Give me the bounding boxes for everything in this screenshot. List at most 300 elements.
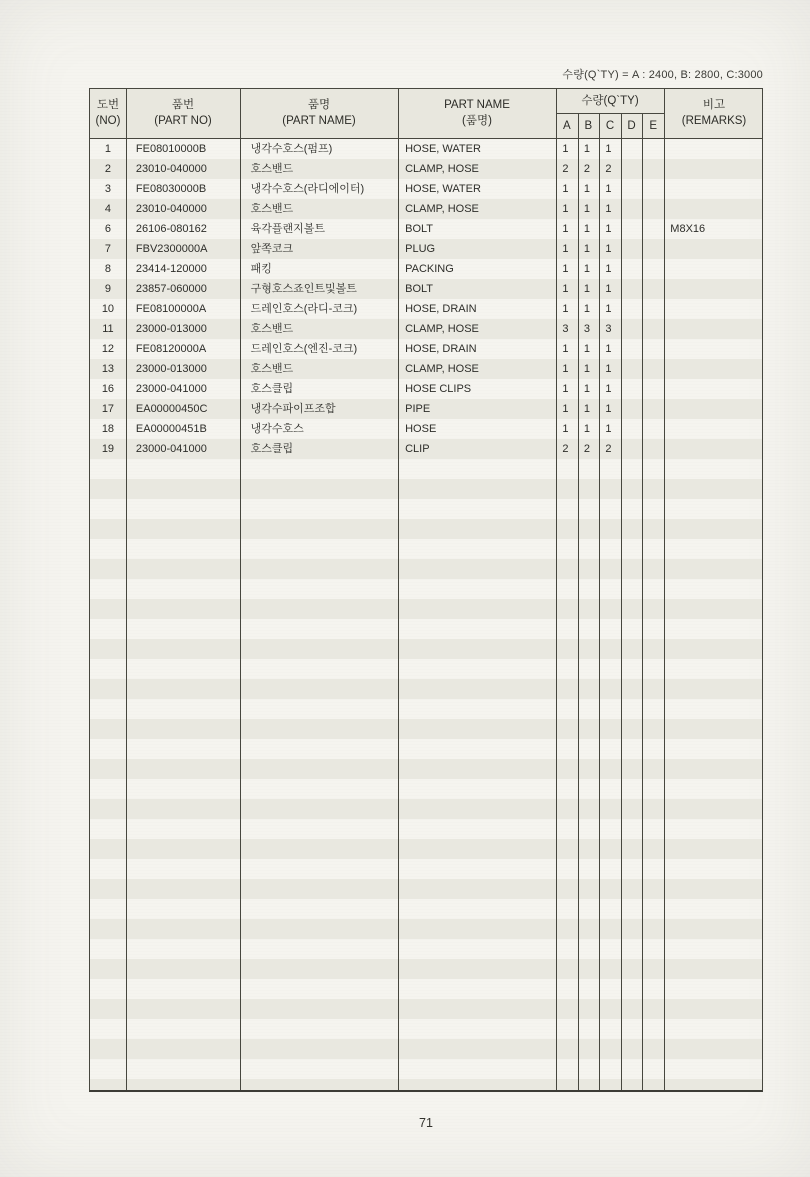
cell-b: 3	[583, 323, 590, 335]
cell-part-no	[126, 599, 240, 619]
cell-e	[641, 799, 663, 819]
cell-d	[619, 299, 641, 319]
cell-d	[619, 739, 641, 759]
cell-remarks	[662, 379, 762, 399]
grid-line	[240, 89, 241, 1090]
table-header	[90, 89, 762, 139]
cell-a	[555, 919, 577, 939]
cell-name-en	[397, 719, 555, 739]
cell-a	[555, 499, 577, 519]
cell-remarks	[662, 779, 762, 799]
cell-name-kr	[240, 579, 398, 599]
cell-remarks	[662, 619, 762, 639]
cell-d	[619, 359, 641, 379]
cell-c	[598, 739, 620, 759]
cell-d	[619, 459, 641, 479]
cell-remarks	[662, 819, 762, 839]
cell-name-en	[397, 899, 555, 919]
cell-e	[641, 1039, 663, 1059]
cell-a	[555, 859, 577, 879]
cell-a	[555, 959, 577, 979]
cell-e	[641, 339, 663, 359]
cell-c	[598, 859, 620, 879]
cell-name-kr	[240, 679, 398, 699]
cell-c: 1	[605, 263, 612, 275]
cell-part-no	[126, 499, 240, 519]
cell-remarks	[662, 519, 762, 539]
cell-e	[641, 419, 663, 439]
cell-part-no	[126, 1059, 240, 1079]
cell-b	[576, 939, 598, 959]
cell-name-kr	[240, 559, 398, 579]
header-quantity-columns	[556, 114, 664, 139]
cell-name-en	[397, 519, 555, 539]
cell-c: 1	[605, 403, 612, 415]
cell-part-no	[126, 1039, 240, 1059]
cell-name-en	[397, 499, 555, 519]
cell-a: 2	[562, 163, 569, 175]
cell-name-en	[397, 559, 555, 579]
cell-a	[555, 759, 577, 779]
cell-remarks	[662, 799, 762, 819]
cell-b: 2	[583, 163, 590, 175]
cell-remarks	[662, 1019, 762, 1039]
cell-name-en	[397, 839, 555, 859]
cell-b	[576, 759, 598, 779]
cell-name-kr	[240, 539, 398, 559]
cell-a: 1	[562, 363, 569, 375]
cell-a	[555, 579, 577, 599]
cell-e	[641, 199, 663, 219]
cell-e	[641, 219, 663, 239]
empty-row	[90, 839, 762, 859]
cell-b	[576, 779, 598, 799]
cell-part-no: FBV2300000A	[135, 243, 208, 255]
cell-no	[90, 919, 126, 939]
cell-b	[576, 599, 598, 619]
cell-d	[619, 1059, 641, 1079]
cell-no	[90, 819, 126, 839]
empty-row	[90, 979, 762, 999]
cell-c: 1	[605, 283, 612, 295]
cell-b: 1	[583, 363, 590, 375]
cell-a	[555, 819, 577, 839]
page-number: 71	[419, 1116, 433, 1130]
grid-line	[398, 89, 399, 1090]
cell-name-en: HOSE CLIPS	[405, 383, 472, 395]
cell-d	[619, 759, 641, 779]
cell-name-en: HOSE, DRAIN	[405, 303, 477, 315]
cell-d	[619, 219, 641, 239]
cell-b	[576, 619, 598, 639]
cell-b	[576, 959, 598, 979]
table-row	[90, 359, 762, 379]
cell-name-en	[397, 599, 555, 619]
cell-e	[641, 679, 663, 699]
cell-part-no: EA00000451B	[135, 423, 207, 435]
grid-line	[664, 89, 665, 1090]
cell-b	[576, 519, 598, 539]
cell-remarks	[662, 1059, 762, 1079]
table-row	[90, 239, 762, 259]
cell-c	[598, 599, 620, 619]
cell-name-kr	[240, 639, 398, 659]
cell-b	[576, 899, 598, 919]
cell-b	[576, 859, 598, 879]
cell-b: 1	[583, 183, 590, 195]
cell-name-en	[397, 1079, 555, 1092]
cell-e	[641, 499, 663, 519]
empty-row	[90, 859, 762, 879]
cell-a	[555, 999, 577, 1019]
cell-no	[90, 999, 126, 1019]
cell-part-no	[126, 479, 240, 499]
cell-part-no: 23000-041000	[135, 383, 207, 395]
cell-e	[641, 999, 663, 1019]
table-row	[90, 179, 762, 199]
cell-c: 1	[605, 143, 612, 155]
empty-row	[90, 519, 762, 539]
cell-e	[641, 379, 663, 399]
cell-e	[641, 659, 663, 679]
cell-d	[619, 879, 641, 899]
cell-no: 12	[101, 343, 115, 355]
cell-remarks	[662, 419, 762, 439]
cell-d	[619, 719, 641, 739]
cell-no	[90, 1059, 126, 1079]
cell-b	[576, 479, 598, 499]
cell-name-kr	[240, 939, 398, 959]
empty-row	[90, 459, 762, 479]
empty-row	[90, 1039, 762, 1059]
cell-name-en: CLAMP, HOSE	[405, 203, 479, 215]
cell-name-en	[397, 959, 555, 979]
cell-b	[576, 559, 598, 579]
cell-b: 1	[583, 143, 590, 155]
cell-name-en: BOLT	[405, 283, 434, 295]
cell-d	[619, 639, 641, 659]
cell-e	[641, 159, 663, 179]
cell-name-kr: 냉각수호스(라디에이터)	[250, 183, 365, 195]
cell-part-no	[126, 999, 240, 1019]
empty-row	[90, 799, 762, 819]
cell-no	[90, 799, 126, 819]
cell-c	[598, 919, 620, 939]
cell-part-no	[126, 1079, 240, 1092]
cell-a	[555, 779, 577, 799]
cell-no: 16	[101, 383, 115, 395]
cell-a	[555, 899, 577, 919]
cell-remarks	[662, 939, 762, 959]
cell-d	[619, 799, 641, 819]
cell-no: 1	[104, 143, 111, 155]
empty-row	[90, 499, 762, 519]
cell-e	[641, 899, 663, 919]
cell-name-kr	[240, 779, 398, 799]
cell-part-no	[126, 779, 240, 799]
cell-a	[555, 519, 577, 539]
cell-name-en: PLUG	[405, 243, 436, 255]
grid-line	[578, 114, 579, 1090]
header-namekr-en: (PART NAME)	[282, 115, 356, 127]
cell-remarks	[662, 339, 762, 359]
cell-c: 3	[605, 323, 612, 335]
cell-a	[555, 1079, 577, 1092]
cell-name-kr	[240, 699, 398, 719]
cell-name-en	[397, 799, 555, 819]
cell-part-no	[126, 799, 240, 819]
cell-d	[619, 179, 641, 199]
cell-b	[576, 799, 598, 819]
cell-c	[598, 659, 620, 679]
cell-name-kr: 패킹	[250, 263, 272, 275]
cell-e	[641, 299, 663, 319]
empty-row	[90, 919, 762, 939]
grid-line	[126, 89, 127, 1090]
cell-remarks	[662, 999, 762, 1019]
cell-e	[641, 279, 663, 299]
cell-part-no	[126, 719, 240, 739]
cell-d	[619, 779, 641, 799]
cell-no: 7	[104, 243, 111, 255]
cell-remarks	[662, 399, 762, 419]
cell-e	[641, 439, 663, 459]
cell-e	[641, 959, 663, 979]
cell-no	[90, 679, 126, 699]
header-partno-kr: 품번	[171, 99, 195, 112]
cell-a	[555, 1019, 577, 1039]
table-row	[90, 439, 762, 459]
cell-a	[555, 639, 577, 659]
cell-name-kr	[240, 899, 398, 919]
header-partno-en: (PART NO)	[154, 115, 212, 127]
header-remarks-kr: 비고	[702, 99, 726, 112]
cell-b	[576, 919, 598, 939]
cell-remarks	[662, 1079, 762, 1092]
empty-row	[90, 1019, 762, 1039]
table-row	[90, 419, 762, 439]
cell-no	[90, 779, 126, 799]
cell-a	[555, 679, 577, 699]
cell-d	[619, 1079, 641, 1092]
table-row	[90, 299, 762, 319]
cell-name-kr	[240, 799, 398, 819]
cell-name-en: HOSE, DRAIN	[405, 343, 477, 355]
cell-d	[619, 839, 641, 859]
cell-b	[576, 839, 598, 859]
cell-b: 1	[583, 383, 590, 395]
cell-name-kr	[240, 859, 398, 879]
cell-e	[641, 939, 663, 959]
cell-a: 1	[562, 243, 569, 255]
cell-remarks	[662, 259, 762, 279]
cell-a: 1	[562, 223, 569, 235]
grid-line	[621, 114, 622, 1090]
empty-row	[90, 819, 762, 839]
cell-name-kr	[240, 819, 398, 839]
cell-a: 1	[562, 303, 569, 315]
cell-name-kr	[240, 1059, 398, 1079]
cell-name-en	[397, 979, 555, 999]
table-row	[90, 399, 762, 419]
cell-no	[90, 539, 126, 559]
cell-no	[90, 1039, 126, 1059]
cell-e	[641, 519, 663, 539]
cell-c	[598, 459, 620, 479]
cell-e	[641, 579, 663, 599]
cell-name-kr	[240, 659, 398, 679]
cell-no	[90, 959, 126, 979]
cell-part-no: 23000-041000	[135, 443, 207, 455]
cell-d	[619, 979, 641, 999]
cell-e	[641, 259, 663, 279]
cell-no	[90, 879, 126, 899]
empty-row	[90, 1059, 762, 1079]
cell-name-kr: 호스밴드	[250, 363, 294, 375]
grid-line	[642, 114, 643, 1090]
cell-d	[619, 399, 641, 419]
cell-c	[598, 979, 620, 999]
cell-remarks	[662, 979, 762, 999]
cell-name-kr	[240, 519, 398, 539]
cell-no: 2	[104, 163, 111, 175]
cell-no	[90, 839, 126, 859]
cell-d	[619, 499, 641, 519]
cell-no	[90, 479, 126, 499]
cell-c	[598, 639, 620, 659]
cell-name-kr: 육각플랜지볼트	[250, 223, 325, 235]
cell-name-en	[397, 859, 555, 879]
grid-line	[599, 114, 600, 1090]
cell-remarks	[662, 499, 762, 519]
cell-e	[641, 459, 663, 479]
cell-e	[641, 919, 663, 939]
cell-remarks	[662, 639, 762, 659]
cell-e	[641, 1059, 663, 1079]
cell-name-kr	[240, 739, 398, 759]
cell-b: 2	[583, 443, 590, 455]
empty-row	[90, 779, 762, 799]
table-row	[90, 379, 762, 399]
cell-part-no	[126, 919, 240, 939]
empty-row	[90, 879, 762, 899]
cell-e	[641, 859, 663, 879]
cell-part-no	[126, 879, 240, 899]
cell-a	[555, 539, 577, 559]
cell-part-no: EA00000450C	[135, 403, 208, 415]
cell-no	[90, 859, 126, 879]
cell-name-en	[397, 579, 555, 599]
empty-row	[90, 479, 762, 499]
header-nameen-en: PART NAME	[444, 99, 510, 112]
cell-name-en	[397, 679, 555, 699]
cell-part-no	[126, 619, 240, 639]
cell-b	[576, 979, 598, 999]
cell-d	[619, 819, 641, 839]
cell-a	[555, 559, 577, 579]
cell-e	[641, 639, 663, 659]
cell-a: 1	[562, 403, 569, 415]
cell-name-en: CLAMP, HOSE	[405, 363, 479, 375]
cell-remarks	[662, 439, 762, 459]
cell-d	[619, 559, 641, 579]
cell-name-kr: 호스밴드	[250, 163, 294, 175]
cell-b	[576, 699, 598, 719]
cell-d	[619, 419, 641, 439]
cell-name-kr	[240, 499, 398, 519]
cell-name-en	[397, 479, 555, 499]
cell-b: 1	[583, 263, 590, 275]
cell-a: 1	[562, 143, 569, 155]
cell-c	[598, 679, 620, 699]
cell-c: 1	[605, 203, 612, 215]
cell-remarks	[662, 239, 762, 259]
cell-d	[619, 959, 641, 979]
cell-b: 1	[583, 283, 590, 295]
cell-a: 1	[562, 343, 569, 355]
cell-name-en	[397, 939, 555, 959]
table-body	[90, 139, 762, 1092]
cell-name-kr	[240, 599, 398, 619]
cell-name-en: PIPE	[405, 403, 431, 415]
cell-b	[576, 819, 598, 839]
cell-name-kr: 호스밴드	[250, 323, 294, 335]
cell-name-en	[397, 779, 555, 799]
cell-e	[641, 719, 663, 739]
cell-no	[90, 719, 126, 739]
cell-name-kr	[240, 459, 398, 479]
cell-e	[641, 819, 663, 839]
cell-e	[641, 239, 663, 259]
cell-b: 1	[583, 223, 590, 235]
cell-part-no	[126, 519, 240, 539]
cell-e	[641, 839, 663, 859]
cell-a	[555, 1059, 577, 1079]
cell-d	[619, 579, 641, 599]
table-row	[90, 259, 762, 279]
cell-c	[598, 559, 620, 579]
cell-b	[576, 999, 598, 1019]
cell-c	[598, 719, 620, 739]
cell-a	[555, 599, 577, 619]
cell-remarks	[662, 479, 762, 499]
cell-no: 11	[102, 323, 114, 335]
cell-name-kr	[240, 1019, 398, 1039]
cell-c	[598, 519, 620, 539]
empty-row	[90, 739, 762, 759]
cell-d	[619, 659, 641, 679]
cell-b	[576, 499, 598, 519]
header-qty-a: A	[562, 120, 571, 132]
cell-e	[641, 879, 663, 899]
cell-name-kr: 드레인호스(라디-코크)	[250, 303, 358, 315]
table-row	[90, 139, 762, 159]
cell-no: 3	[104, 183, 111, 195]
table-row	[90, 279, 762, 299]
cell-remarks	[662, 139, 762, 159]
cell-d	[619, 859, 641, 879]
header-no-en: (NO)	[95, 115, 121, 127]
cell-part-no	[126, 459, 240, 479]
cell-remarks	[662, 739, 762, 759]
cell-name-kr	[240, 919, 398, 939]
cell-remarks	[662, 959, 762, 979]
cell-d	[619, 899, 641, 919]
cell-c	[598, 839, 620, 859]
cell-c	[598, 479, 620, 499]
cell-name-kr	[240, 1039, 398, 1059]
cell-a: 1	[562, 383, 569, 395]
